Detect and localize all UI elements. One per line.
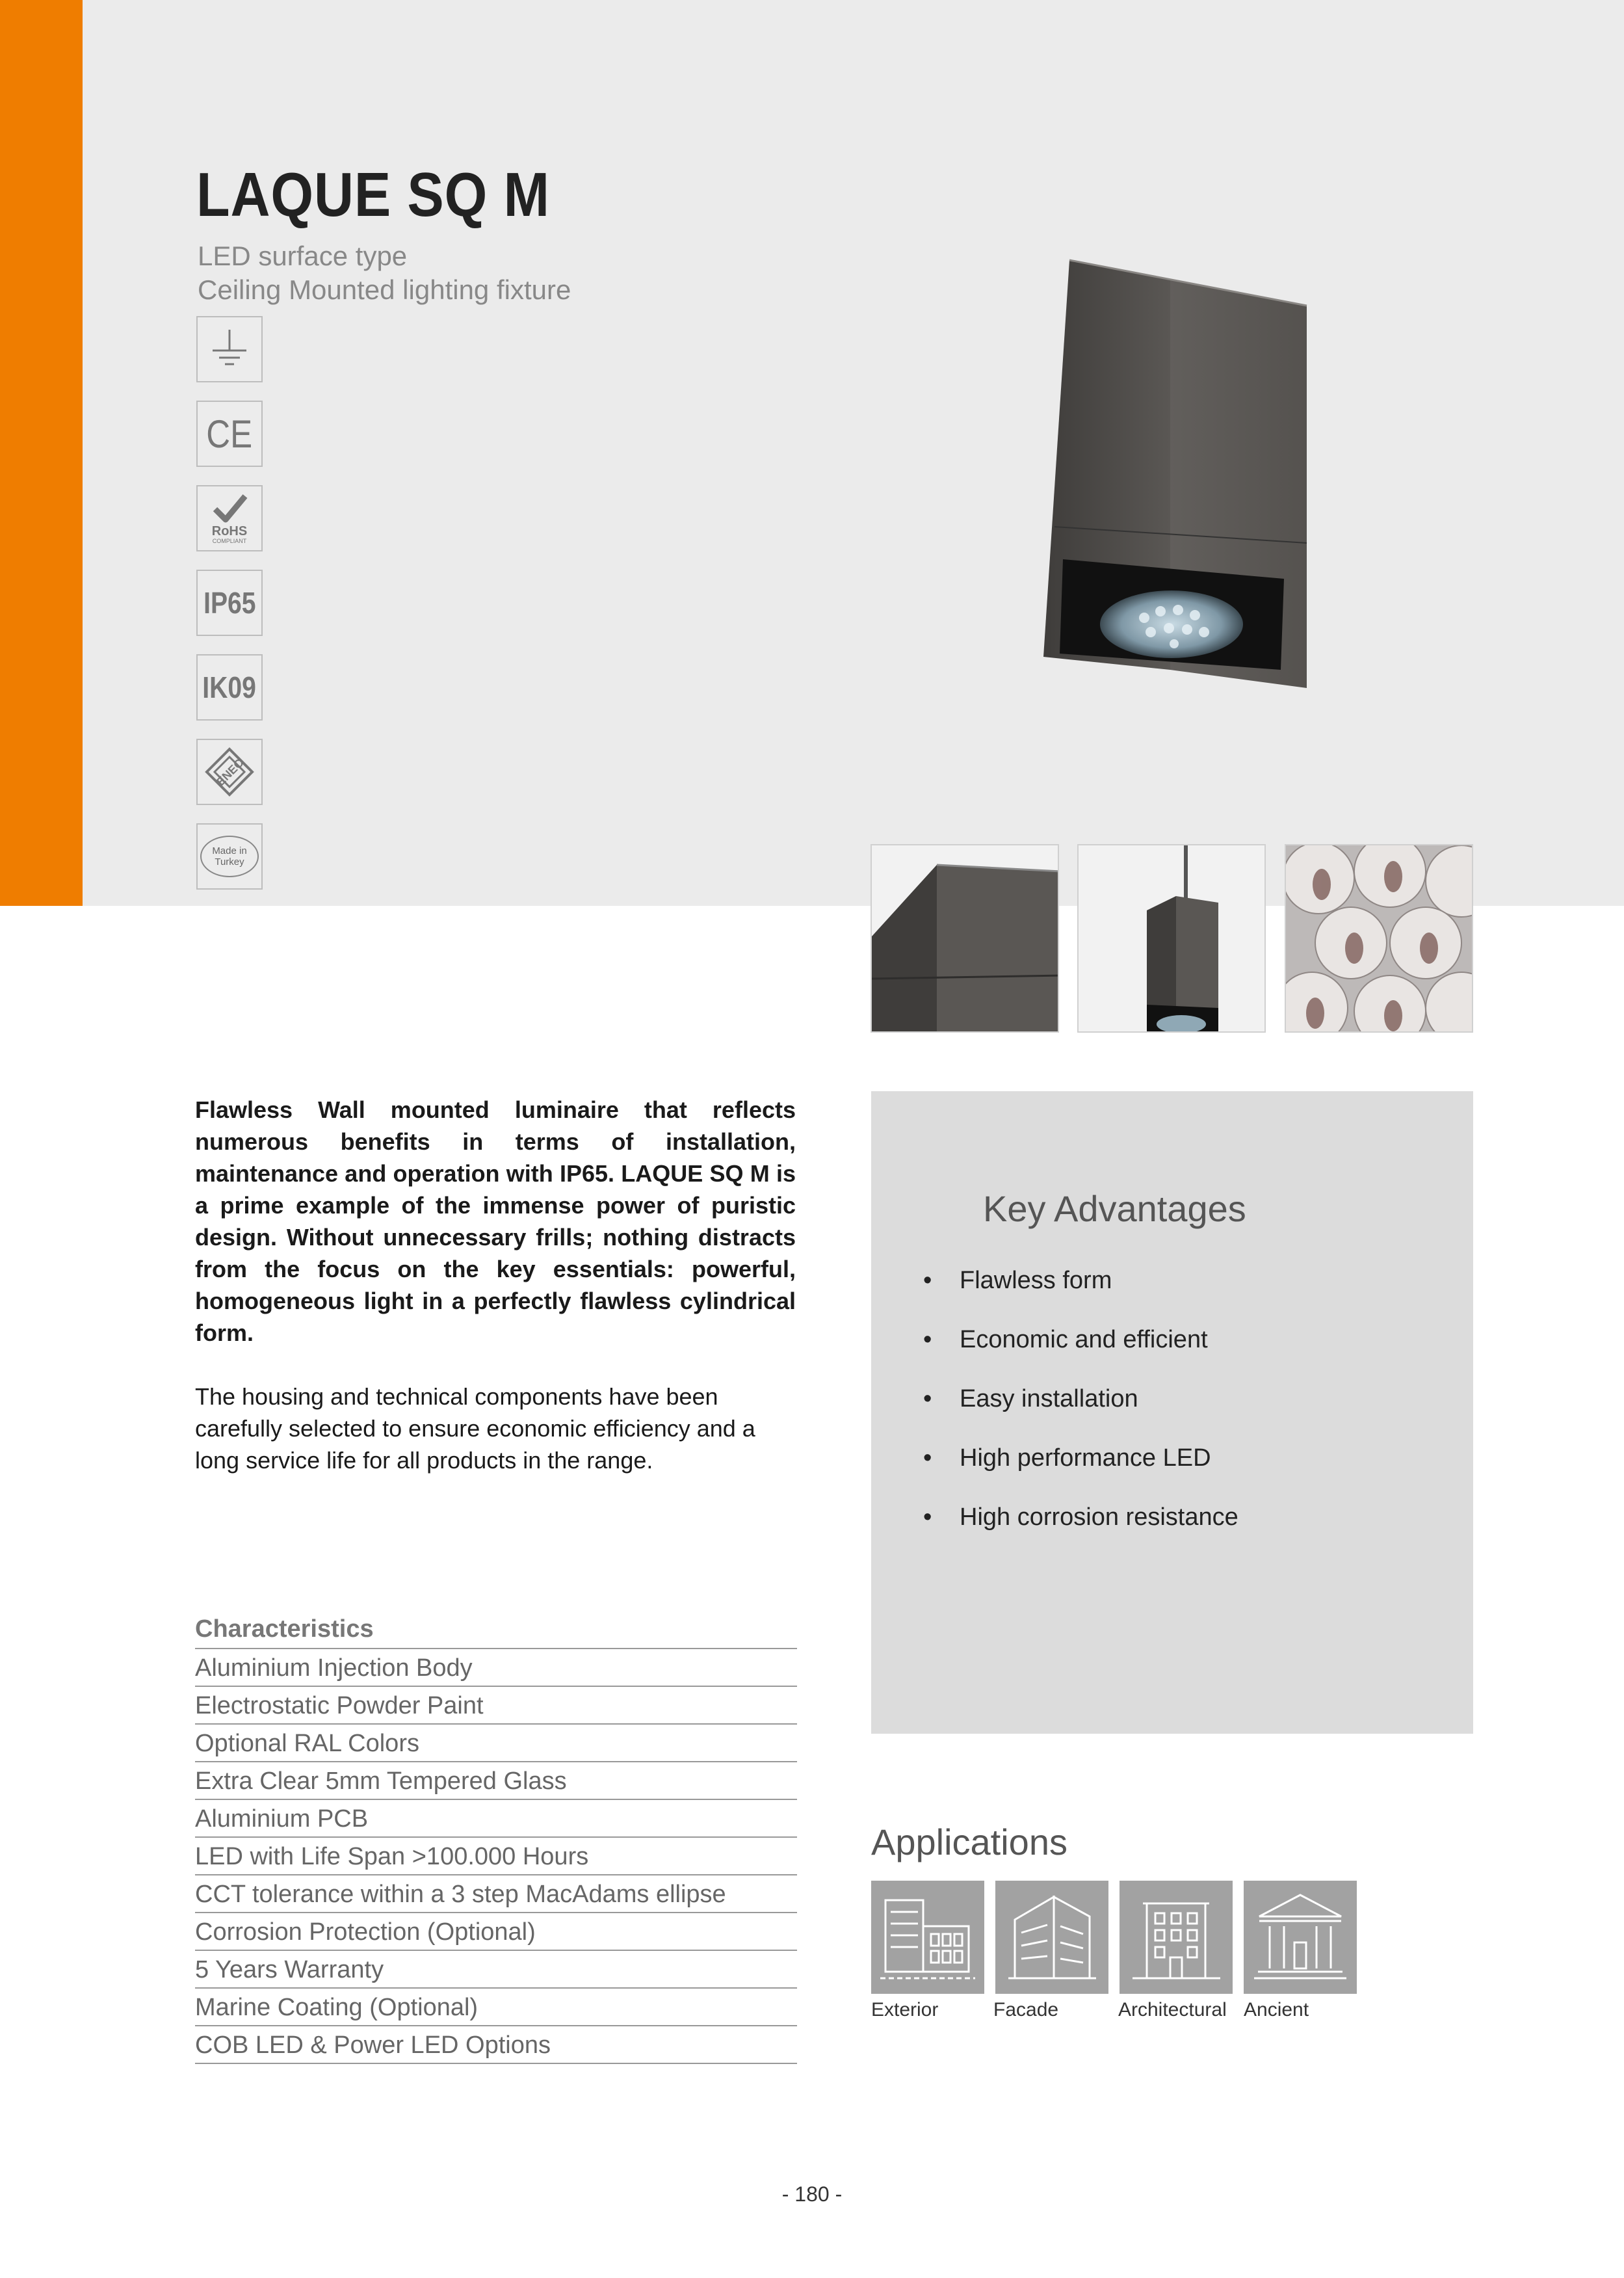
characteristic-row: LED with Life Span >100.000 Hours	[195, 1838, 797, 1875]
turkey-label: Turkey	[215, 856, 244, 867]
enec-icon	[196, 739, 263, 805]
advantage-item: • High corrosion resistance	[923, 1503, 1238, 1563]
ik09-label: IK09	[202, 670, 257, 704]
ce-mark-icon	[196, 401, 263, 467]
characteristics-title: Characteristics	[195, 1615, 797, 1649]
ce-label: CE	[206, 412, 253, 456]
characteristic-row: CCT tolerance within a 3 step MacAdams ellipse	[195, 1875, 797, 1913]
key-advantages-list	[923, 1267, 1238, 1563]
rohs-sublabel: COMPLIANT	[212, 538, 247, 544]
characteristic-row: Marine Coating (Optional)	[195, 1989, 797, 2026]
advantage-item: • Flawless form	[923, 1267, 1238, 1326]
application-label-exterior: Exterior	[871, 1999, 939, 2020]
application-label-ancient: Ancient	[1244, 1999, 1309, 2020]
characteristic-row: Corrosion Protection (Optional)	[195, 1913, 797, 1951]
key-advantages-box	[871, 1091, 1473, 1734]
made-in-turkey-icon	[196, 823, 263, 890]
accent-bar	[0, 0, 83, 906]
rohs-icon	[196, 485, 263, 551]
thumbnail-2[interactable]	[1077, 844, 1266, 1033]
characteristic-row: COB LED & Power LED Options	[195, 2026, 797, 2064]
advantage-item: • Easy installation	[923, 1385, 1238, 1444]
product-title: LAQUE SQ M	[196, 160, 550, 230]
thumbnail-1[interactable]	[871, 844, 1059, 1033]
ik09-icon	[196, 654, 263, 721]
architectural-icon	[1120, 1881, 1233, 1994]
ancient-icon	[1244, 1881, 1357, 1994]
page-number: - 180 -	[781, 2182, 843, 2206]
product-subtitle-1: LED surface type	[198, 241, 408, 271]
application-label-facade: Facade	[993, 1999, 1059, 2020]
rohs-label: RoHS	[211, 524, 248, 538]
product-photo	[1021, 254, 1326, 696]
description-bold: Flawless Wall mounted luminaire that reflects numerous benefits in terms of installation, maintenance and operation with IP65. LAQUE SQ M is a prime example of the immense power of puristic design. Without unnecessary frills; nothing distracts from the focus on the key essentials: powerful, homogeneous light in a perfectly flawless cylindrical form.	[195, 1096, 796, 1346]
product-subtitle-2: Ceiling Mounted lighting fixture	[198, 274, 571, 305]
characteristic-row: Aluminium Injection Body	[195, 1649, 797, 1687]
description-text: The housing and technical components have been carefully selected to ensure economic efficiency and a long service life for all products in the range.	[195, 1383, 755, 1474]
made-in-label: Made in	[212, 845, 247, 856]
key-advantages-title: Key Advantages	[983, 1188, 1246, 1229]
enec-label: ENEC	[213, 756, 246, 789]
applications-title: Applications	[871, 1821, 1067, 1862]
exterior-icon	[871, 1881, 984, 1994]
characteristic-row: Aluminium PCB	[195, 1800, 797, 1838]
characteristic-row: Optional RAL Colors	[195, 1725, 797, 1762]
ip65-label: IP65	[203, 586, 256, 620]
ip65-icon	[196, 570, 263, 636]
characteristic-row: 5 Years Warranty	[195, 1951, 797, 1989]
advantage-item: • Economic and efficient	[923, 1326, 1238, 1385]
thumbnail-3[interactable]	[1285, 844, 1473, 1033]
facade-icon	[995, 1881, 1108, 1994]
earth-ground-icon	[196, 316, 263, 382]
application-label-architectural: Architectural	[1118, 1999, 1227, 2020]
characteristic-row: Extra Clear 5mm Tempered Glass	[195, 1762, 797, 1800]
characteristics-table	[195, 1615, 797, 2064]
characteristic-row: Electrostatic Powder Paint	[195, 1687, 797, 1725]
advantage-item: • High performance LED	[923, 1444, 1238, 1503]
product-description	[195, 1094, 796, 1476]
